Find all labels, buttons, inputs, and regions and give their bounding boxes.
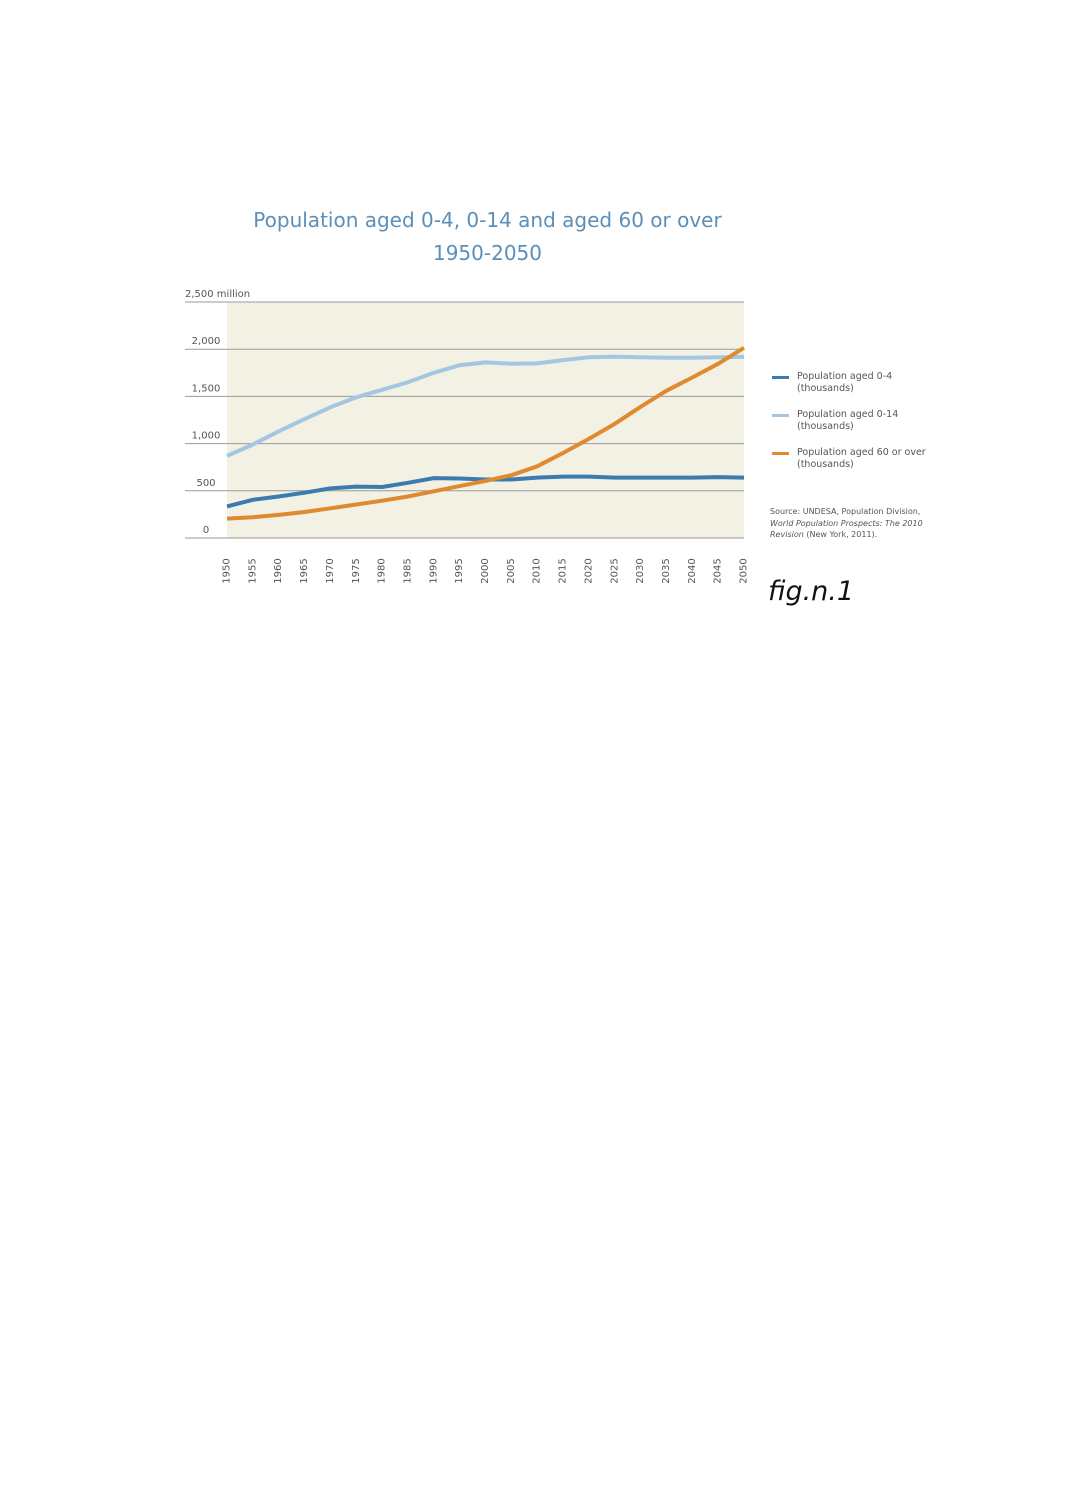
- y-tick-label: 1,500: [191, 383, 221, 395]
- x-tick-label: 2015: [557, 558, 569, 584]
- legend-item: [772, 447, 942, 471]
- x-tick-label: 1965: [299, 558, 311, 584]
- x-tick-label: 1995: [454, 558, 466, 584]
- source-note: [770, 506, 945, 541]
- x-tick-label: 1980: [376, 558, 388, 584]
- x-tick-label: 2000: [480, 558, 491, 584]
- source-suffix: (New York, 2011).: [803, 530, 878, 539]
- figure-label: fig.n.1: [768, 576, 855, 607]
- source-title: World Population Prospects: The 2010 Revision: [770, 518, 923, 539]
- x-tick-label: 1950: [221, 558, 233, 584]
- x-tick-label: 2020: [583, 558, 595, 584]
- chart-legend: [772, 371, 942, 485]
- y-tick-label: 2,000: [191, 336, 221, 348]
- x-tick-label: 2005: [505, 558, 517, 584]
- x-tick-label: 2040: [686, 558, 698, 584]
- legend-item: [772, 371, 942, 395]
- y-axis-top-label: 2,500 million: [185, 289, 251, 300]
- x-tick-label: 1990: [428, 558, 440, 584]
- x-tick-label: 2010: [531, 558, 543, 584]
- y-tick-label: 0: [202, 525, 210, 536]
- chart-title-line1: Population aged 0-4, 0-14 and aged 60 or over: [253, 208, 722, 232]
- x-tick-label: 1985: [402, 558, 414, 584]
- legend-label: Population aged 60 or over (thousands): [797, 447, 926, 470]
- x-tick-label: 1960: [273, 558, 285, 584]
- x-tick-label: 2035: [660, 558, 672, 584]
- x-tick-label: 1970: [324, 558, 336, 584]
- x-tick-label: 2025: [609, 558, 621, 584]
- x-tick-label: 1975: [350, 558, 362, 584]
- y-tick-label: 500: [196, 477, 216, 489]
- y-tick-label: 1,000: [191, 430, 221, 442]
- legend-label: Population aged 0-14 (thousands): [797, 409, 899, 432]
- legend-swatch: [772, 414, 789, 417]
- legend-swatch: [772, 452, 789, 455]
- legend-swatch: [772, 376, 789, 379]
- source-prefix: Source: UNDESA, Population Division,: [770, 507, 921, 516]
- x-tick-label: 2030: [635, 558, 647, 584]
- x-tick-label: 2045: [712, 558, 724, 584]
- x-tick-label: 2050: [738, 558, 750, 584]
- chart-subtitle: 1950-2050: [432, 241, 542, 265]
- legend-item: [772, 409, 942, 433]
- x-tick-label: 1955: [247, 558, 259, 584]
- legend-label: Population aged 0-4 (thousands): [797, 371, 893, 394]
